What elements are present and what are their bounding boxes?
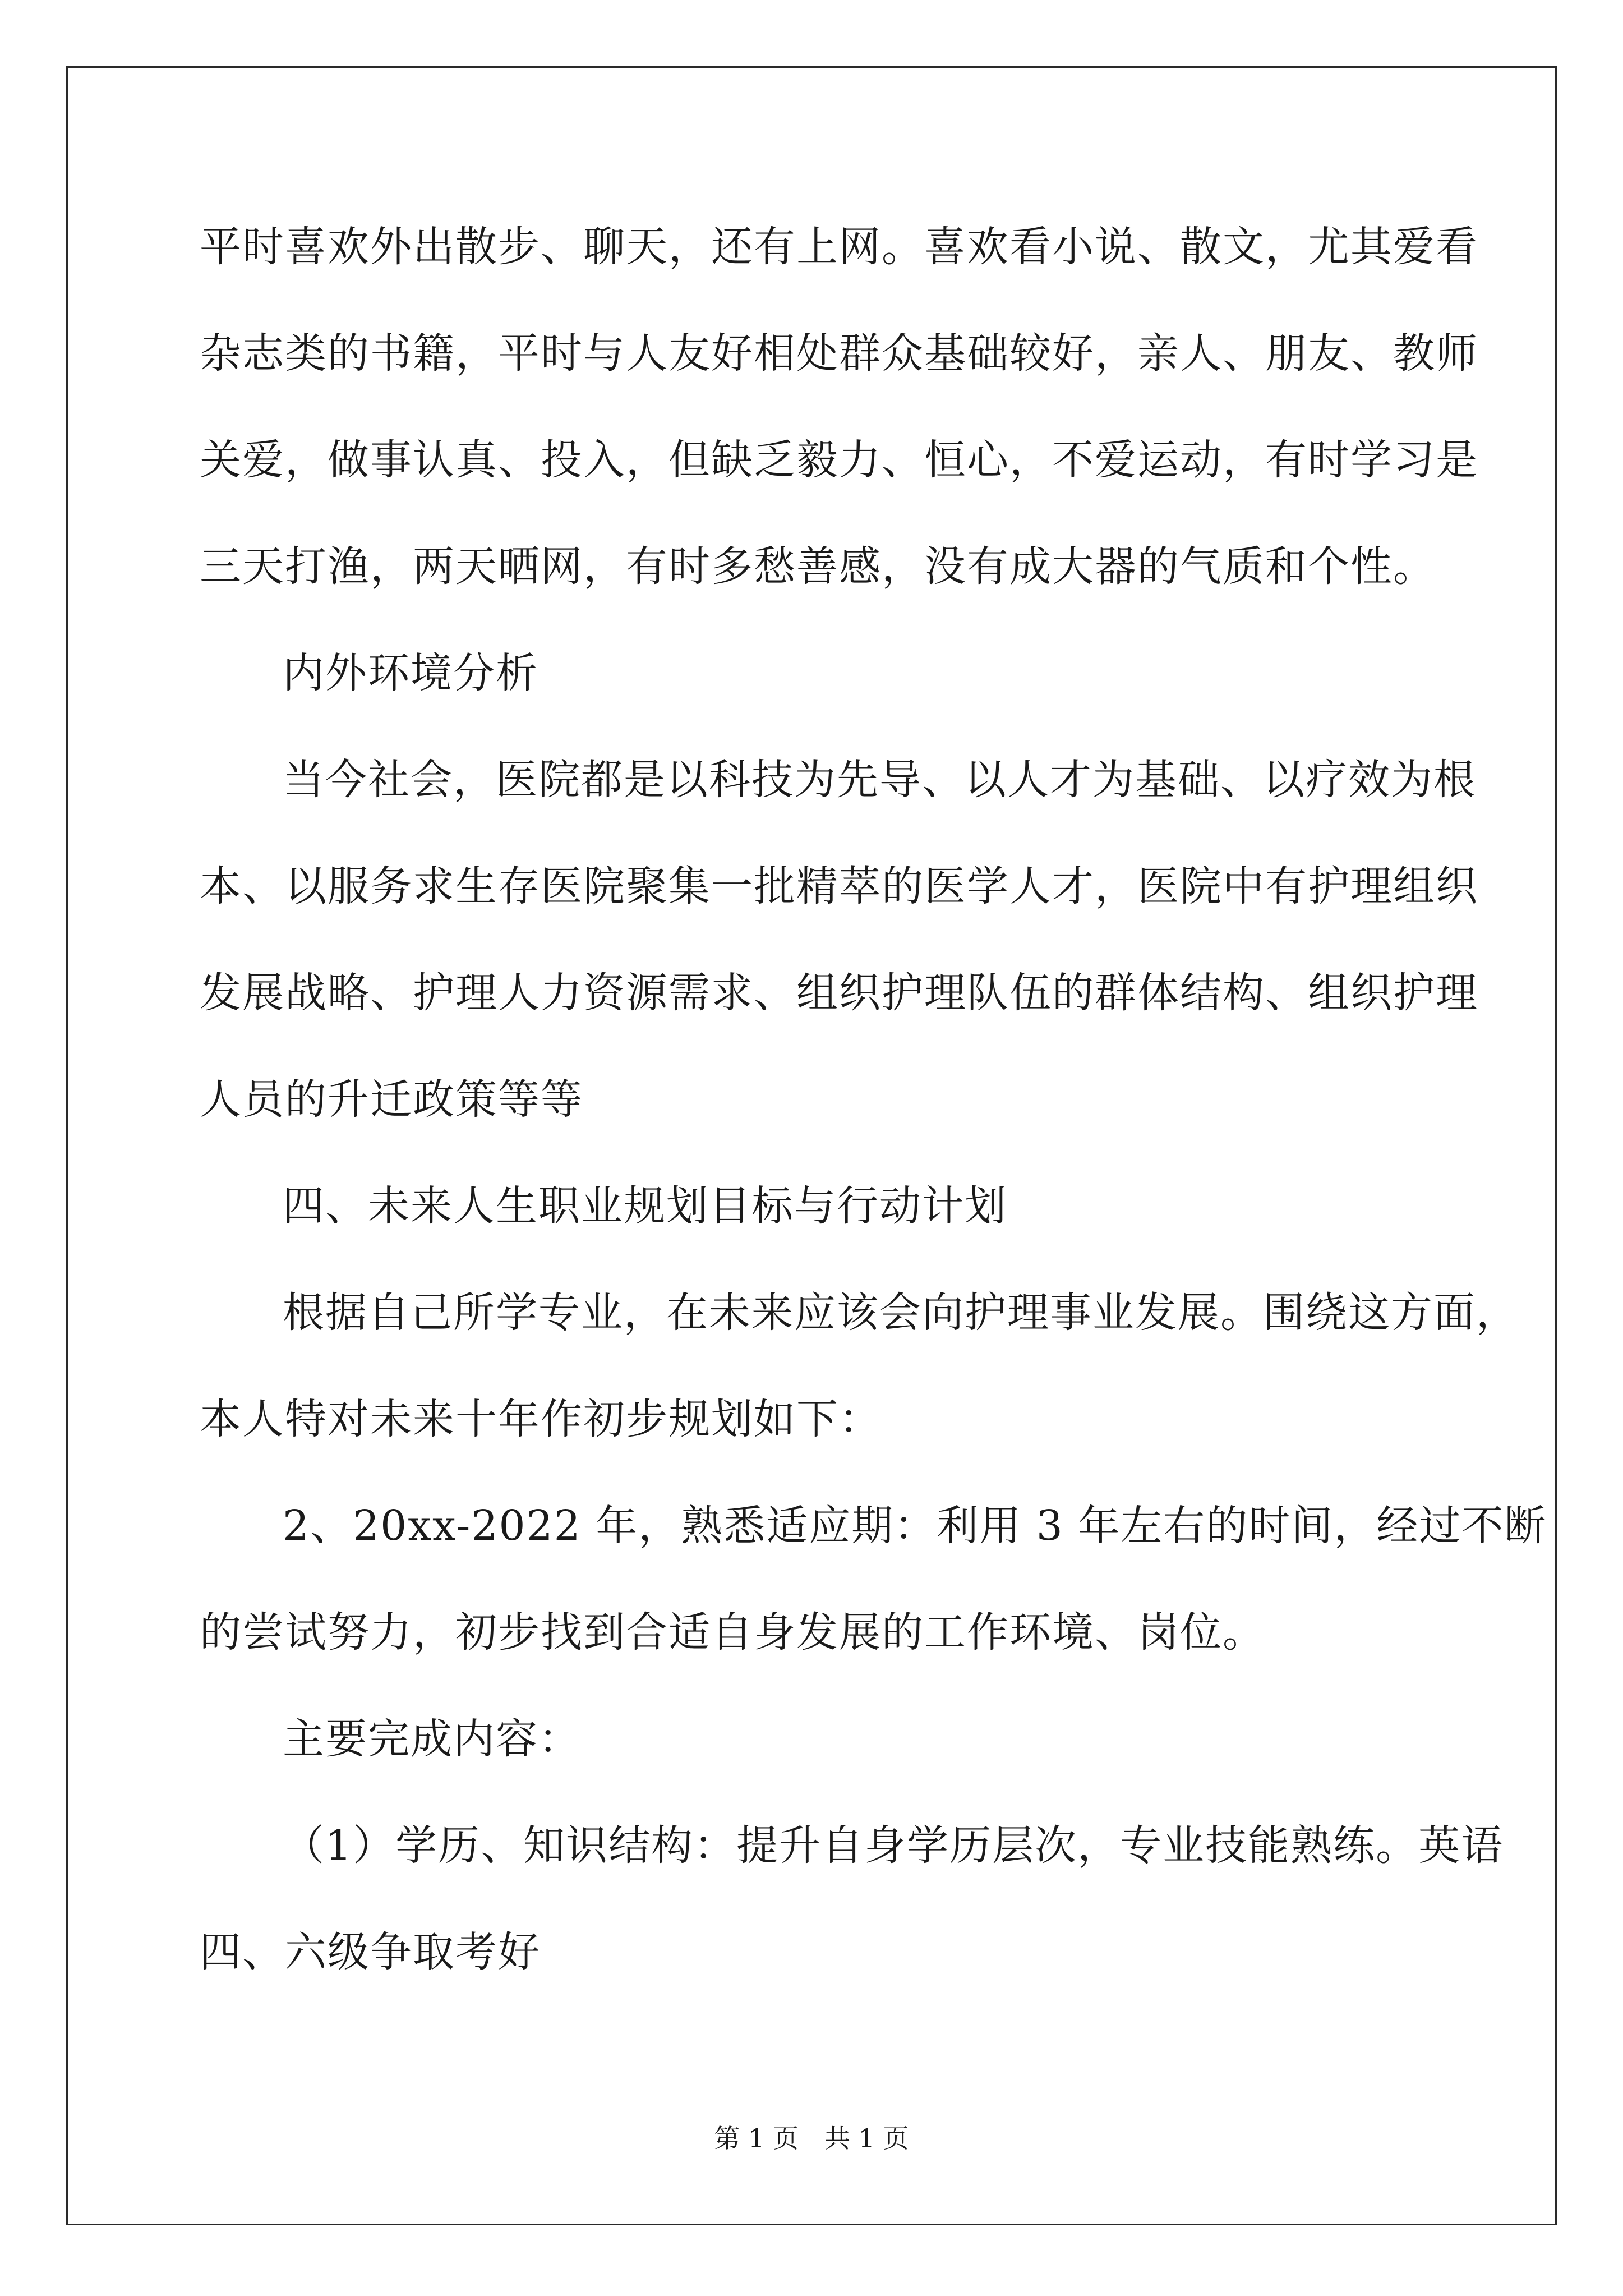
paragraph-1-line-3: 关爱，做事认真、投入，但缺乏毅力、恒心，不爱运动，有时学习是 bbox=[200, 436, 1478, 484]
paragraph-1-line-1: 平时喜欢外出散步、聊天，还有上网。喜欢看小说、散文，尤其爱看 bbox=[200, 223, 1478, 271]
paragraph-5-line-1: 根据自己所学专业，在未来应该会向护理事业发展。围绕这方面， bbox=[283, 1289, 1519, 1337]
section-heading-environment: 内外环境分析 bbox=[283, 649, 538, 697]
paragraph-8-line-2: 四、六级争取考好 bbox=[200, 1928, 541, 1976]
paragraph-3-line-3: 发展战略、护理人力资源需求、组织护理队伍的群体结构、组织护理 bbox=[200, 969, 1478, 1017]
paragraph-6-line-1: 2、20xx-2022 年，熟悉适应期：利用 3 年左右的时间，经过不断 bbox=[283, 1502, 1547, 1550]
section-heading-content: 主要完成内容： bbox=[283, 1715, 581, 1763]
paragraph-1-line-2: 杂志类的书籍，平时与人友好相处群众基础较好，亲人、朋友、教师 bbox=[200, 329, 1478, 378]
paragraph-3-line-1: 当今社会，医院都是以科技为先导、以人才为基础、以疗效为根 bbox=[283, 756, 1476, 804]
paragraph-6-line-2: 的尝试努力，初步找到合适自身发展的工作环境、岗位。 bbox=[200, 1608, 1265, 1657]
page-border bbox=[66, 66, 1557, 2225]
paragraph-8-line-1: （1）学历、知识结构：提升自身学历层次，专业技能熟练。英语 bbox=[283, 1821, 1504, 1870]
paragraph-5-line-2: 本人特对未来十年作初步规划如下： bbox=[200, 1395, 882, 1443]
section-heading-plan: 四、未来人生职业规划目标与行动计划 bbox=[283, 1182, 1007, 1230]
paragraph-3-line-4: 人员的升迁政策等等 bbox=[200, 1075, 583, 1124]
paragraph-3-line-2: 本、以服务求生存医院聚集一批精萃的医学人才，医院中有护理组织 bbox=[200, 862, 1478, 910]
paragraph-1-line-4: 三天打渔，两天晒网，有时多愁善感，没有成大器的气质和个性。 bbox=[200, 542, 1436, 591]
page-number-footer: 第 1 页 共 1 页 bbox=[714, 2123, 909, 2154]
